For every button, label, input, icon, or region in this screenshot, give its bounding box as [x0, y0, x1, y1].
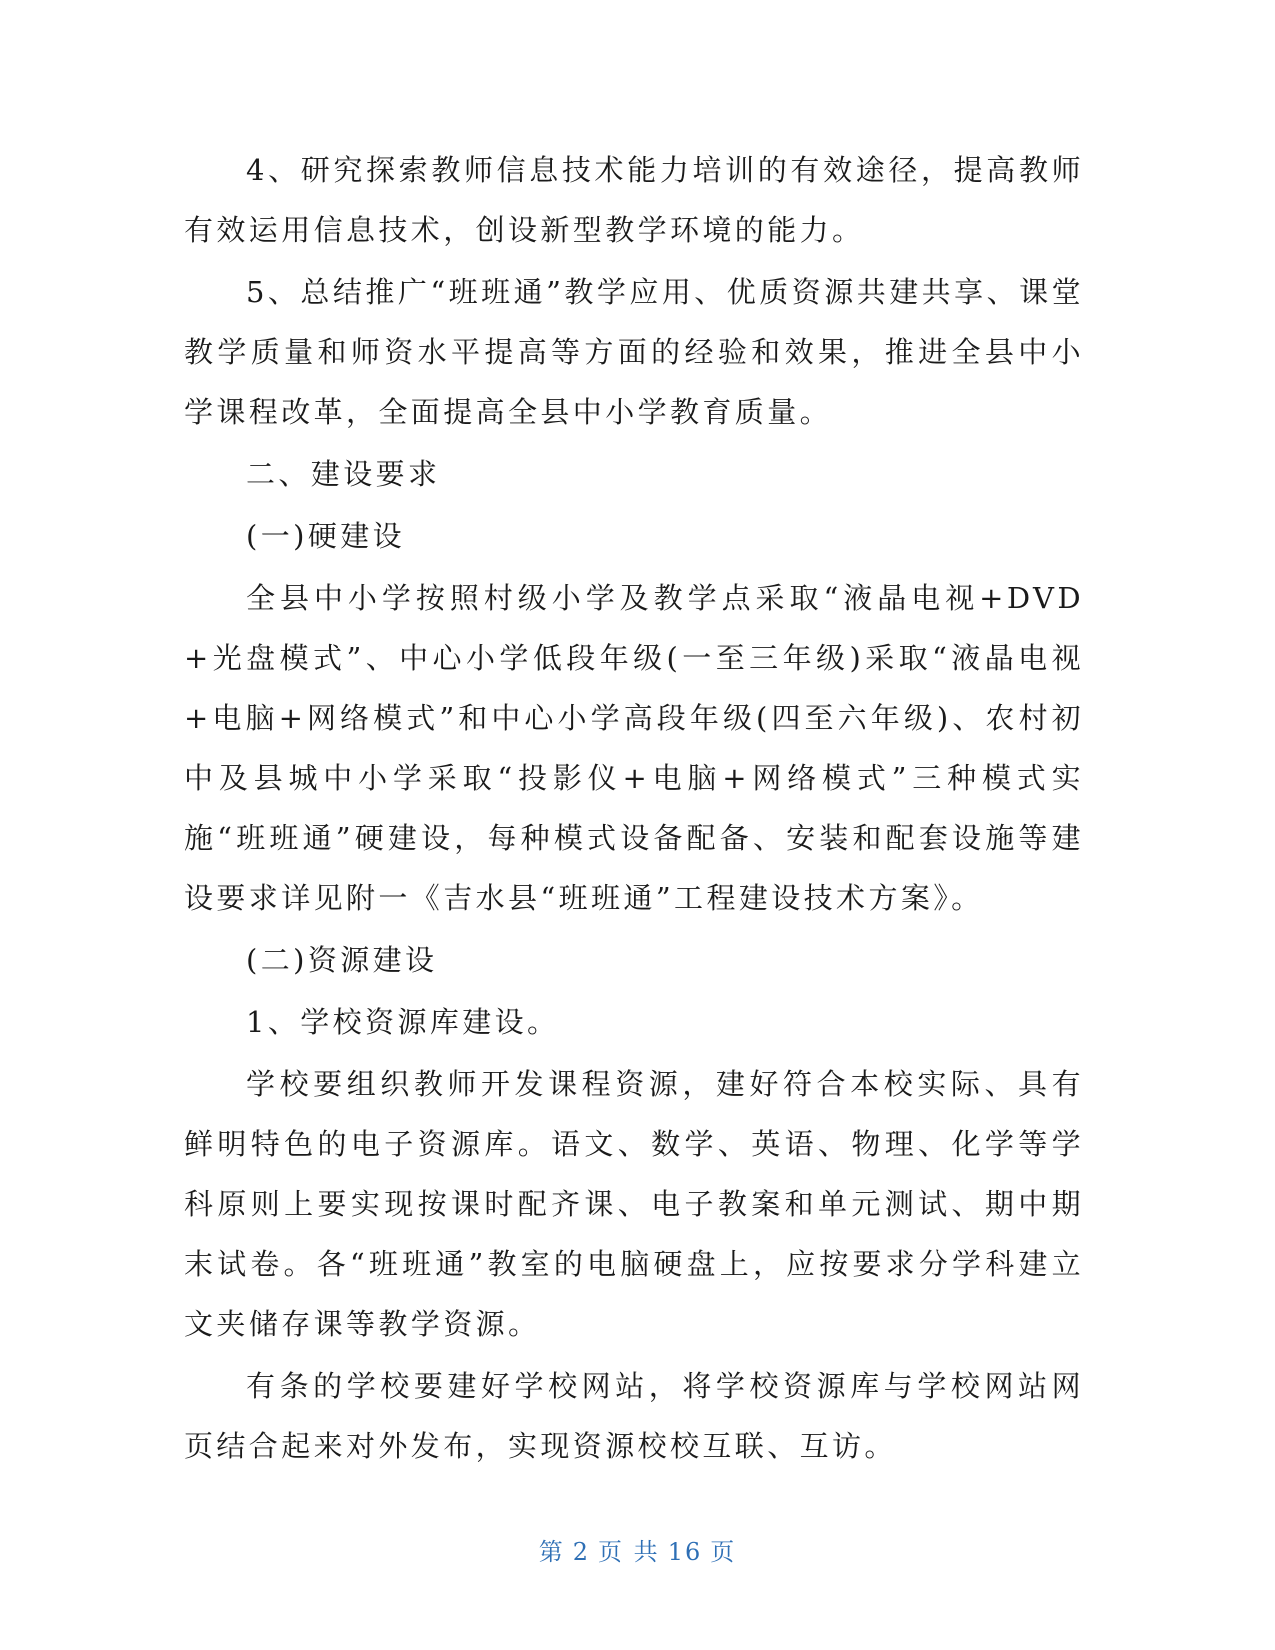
subsection-heading-resources: (二)资源建设	[246, 943, 438, 977]
section-heading-requirements: 二、建设要求	[246, 457, 441, 491]
footer-prefix: 第	[538, 1538, 565, 1566]
footer-total-pages: 16	[667, 1538, 703, 1566]
paragraph-hardware-modes: 全县中小学按照村级小学及教学点采取“液晶电视+DVD+光盘模式”、中心小学低段年级(一至三年级)采取“液晶电视+电脑+网络模式”和中心小学高段年级(四至六年级)、农村初中及县城中小学采取“投影仪+电脑+网络模式”三种模式实施“班班通”硬建设，每种模式设备配备、安装和配套设施等建设要求详见附一《吉水县“班班通”工程建设技术方案》。	[184, 581, 1084, 915]
paragraph-school-resource-library: 1、学校资源库建设。	[246, 1005, 560, 1039]
footer-current-page: 2	[572, 1538, 591, 1566]
document-body	[184, 140, 1084, 1478]
paragraph-item-5: 5、总结推广“班班通”教学应用、优质资源共建共享、课堂教学质量和师资水平提高等方面的经验和效果，推进全县中小学课程改革，全面提高全县中小学教育质量。	[184, 275, 1084, 429]
page-number-footer	[0, 1532, 1275, 1567]
paragraph-item-4: 4、研究探索教师信息技术能力培训的有效途径，提高教师有效运用信息技术，创设新型教学环境的能力。	[184, 153, 1084, 247]
paragraph-school-website: 有条的学校要建好学校网站，将学校资源库与学校网站网页结合起来对外发布，实现资源校校互联、互访。	[184, 1369, 1084, 1463]
footer-middle: 页 共	[598, 1538, 660, 1566]
paragraph-resource-development: 学校要组织教师开发课程资源，建好符合本校实际、具有鲜明特色的电子资源库。语文、数学、英语、物理、化学等学科原则上要实现按课时配齐课、电子教案和单元测试、期中期末试卷。各“班班通”教室的电脑硬盘上，应按要求分学科建立文夹储存课等教学资源。	[184, 1067, 1084, 1341]
footer-suffix: 页	[710, 1538, 737, 1566]
subsection-heading-hardware: (一)硬建设	[246, 519, 406, 553]
